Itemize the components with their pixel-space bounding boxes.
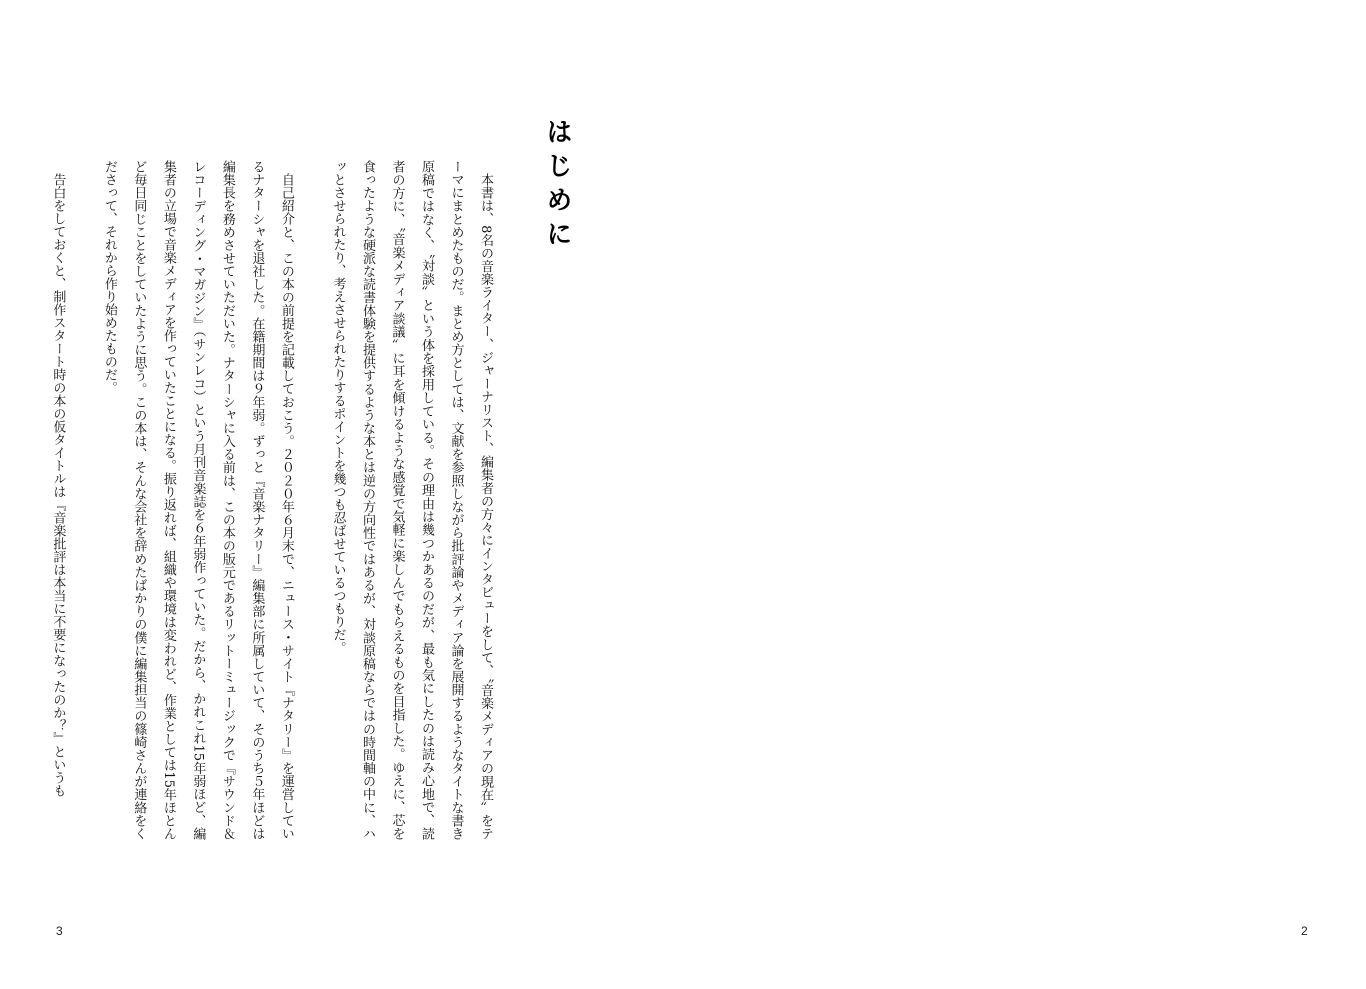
paragraph: 本書は、8名の音楽ライター、ジャーナリスト、編集者の方々にインタビューをして、〝音楽メディアの現在〟をテーマにまとめたものだ。まとめ方としては、文献を参照しながら批評論やメディア論を展開するようなタイトな書き原稿ではなく、〝対談〟という体を採用している。その理由は幾つかあるのだが、最も気にしたのは読み心地で、読者の方に、〝音楽メディア談議〟に耳を傾けるような感覚で気軽に楽しんでもらえるものを目指した。ゆえに、芯を食ったような硬派な読書体験を提供するような本とは逆の方向性ではあるが、対談原稿ならではの時間軸の中に、ハッとさせられたり、考えさせられたりするポイントを幾つも忍ばせているつもりだ。 bbox=[330, 160, 493, 840]
chapter-title: はじめに bbox=[542, 118, 572, 254]
body-text bbox=[50, 160, 500, 840]
page-number-left: 3 bbox=[56, 924, 63, 938]
right-page bbox=[683, 0, 1366, 989]
paragraph: 告白をしておくと、制作スタート時の本の仮タイトルは『音楽批評は本当に不要になったのか？』というも bbox=[50, 173, 66, 797]
paragraph: 自己紹介と、この本の前提を記載しておこう。２０２０年６月末で、ニュース・サイト『ナタリー』を運営しているナターシャを退社した。在籍期間は９年弱。ずっと『音楽ナタリー』編集部に所属していて、そのうち５年ほどは編集長を務めさせていただいた。ナターシャに入る前は、この本の版元であるリットーミュージックで『サウンド＆レコーディング・マガジン』（サンレコ）という月刊音楽誌を６年弱作っていた。だから、かれこれ15年弱ほど、編集者の立場で音楽メディアを作っていたことになる。振り返れば、組織や環境は変われど、作業としては15年ほとんど毎日同じことをしていたように思う。この本は、そんな会社を辞めたばかりの僕に編集担当の篠崎さんが連絡をくださって、それから作り始めたものだ。 bbox=[101, 160, 294, 840]
page-number-right: 2 bbox=[1301, 924, 1308, 938]
